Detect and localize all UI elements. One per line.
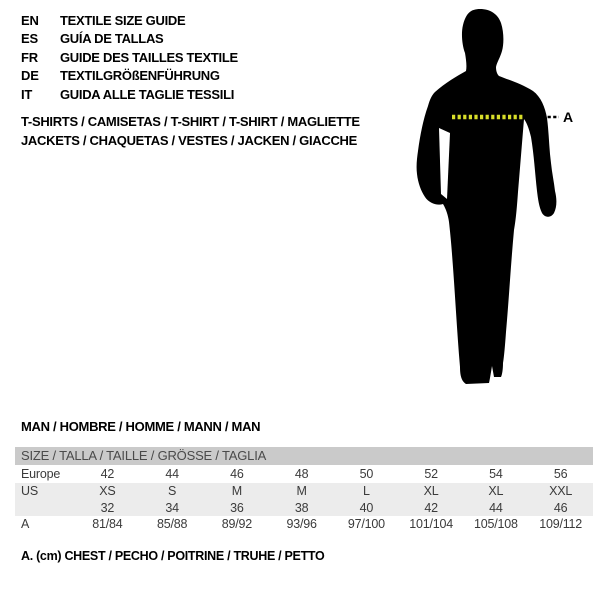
size-cell: XXL bbox=[549, 484, 573, 498]
language-label: TEXTILE SIZE GUIDE bbox=[60, 12, 186, 28]
size-cell: M bbox=[231, 484, 242, 498]
size-cell: 48 bbox=[294, 467, 309, 481]
measure-label-a: A bbox=[563, 109, 574, 125]
size-cell: 89/92 bbox=[221, 517, 253, 531]
size-cell: 34 bbox=[165, 501, 179, 515]
language-label: GUIDE DES TAILLES TEXTILE bbox=[60, 49, 238, 65]
size-cell: 42 bbox=[424, 501, 438, 515]
size-cell: 32 bbox=[100, 501, 115, 515]
size-cell: 101/104 bbox=[409, 517, 454, 531]
size-cell: 56 bbox=[553, 467, 568, 481]
size-cell: 36 bbox=[230, 501, 244, 515]
size-cell: XL bbox=[488, 484, 504, 498]
size-cell: 44 bbox=[489, 501, 503, 515]
size-cell: 52 bbox=[424, 467, 438, 481]
size-cell: 97/100 bbox=[347, 517, 385, 531]
size-cell: 46 bbox=[230, 467, 244, 481]
size-cell: 50 bbox=[359, 467, 374, 481]
row-label: US bbox=[21, 484, 38, 498]
size-row-us bbox=[15, 483, 593, 500]
category-tshirts: T-SHIRTS / CAMISETAS / T-SHIRT / T-SHIRT / MAGLIETTE bbox=[21, 114, 360, 129]
size-cell: XL bbox=[423, 484, 439, 498]
size-cell: 109/112 bbox=[539, 517, 583, 531]
size-cell: XS bbox=[99, 484, 116, 498]
language-code: EN bbox=[21, 12, 39, 28]
language-label: GUIDA ALLE TAGLIE TESSILI bbox=[60, 86, 235, 102]
size-cell: L bbox=[362, 484, 370, 498]
row-label: Europe bbox=[21, 467, 61, 481]
size-cell: 93/96 bbox=[286, 517, 317, 531]
size-row-chest-a bbox=[15, 516, 593, 533]
size-cell: 54 bbox=[489, 467, 503, 481]
size-cell: 46 bbox=[553, 501, 568, 515]
size-cell: M bbox=[296, 484, 307, 498]
language-code: FR bbox=[21, 49, 38, 65]
language-code: DE bbox=[21, 68, 39, 84]
size-cell: 38 bbox=[294, 501, 309, 515]
size-cell: 44 bbox=[165, 467, 179, 481]
size-cell: 81/84 bbox=[92, 517, 123, 531]
size-row-us-numeric bbox=[15, 500, 593, 516]
size-cell: 42 bbox=[100, 467, 115, 481]
measure-footnote: A. (cm) CHEST / PECHO / POITRINE / TRUHE / PETTO bbox=[21, 549, 325, 563]
size-table bbox=[15, 447, 593, 533]
size-cell: 85/88 bbox=[156, 517, 188, 531]
language-label: TEXTILGRÖßENFÜHRUNG bbox=[60, 68, 220, 84]
size-cell: 40 bbox=[359, 501, 374, 515]
size-table-header: SIZE / TALLA / TAILLE / GRÖSSE / TAGLIA bbox=[15, 447, 593, 465]
row-label: A bbox=[21, 517, 30, 531]
section-title-man: MAN / HOMBRE / HOMME / MANN / MAN bbox=[21, 419, 261, 434]
size-cell: 105/108 bbox=[473, 517, 518, 531]
size-row-europe bbox=[15, 465, 593, 483]
size-cell: S bbox=[168, 484, 177, 498]
language-code: IT bbox=[21, 86, 33, 102]
language-label: GUÍA DE TALLAS bbox=[60, 31, 164, 47]
man-silhouette bbox=[417, 9, 557, 384]
row-label bbox=[15, 500, 75, 516]
language-code: ES bbox=[21, 31, 38, 47]
category-jackets: JACKETS / CHAQUETAS / VESTES / JACKEN / GIACCHE bbox=[21, 132, 357, 148]
